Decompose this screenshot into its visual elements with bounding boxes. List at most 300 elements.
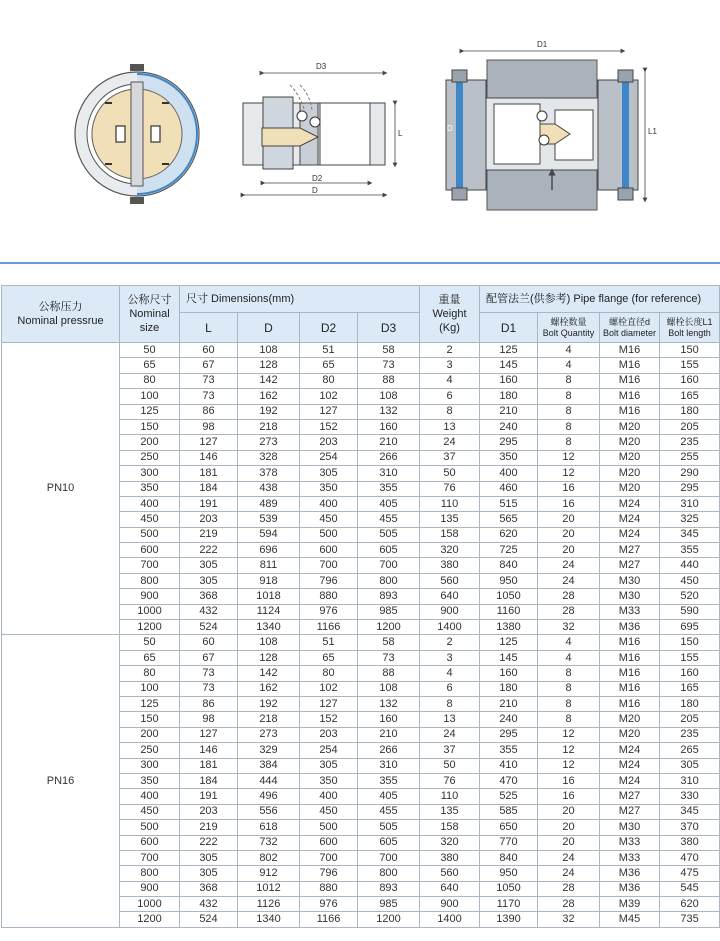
table-cell: M24: [600, 496, 660, 511]
table-cell: 1124: [238, 604, 300, 619]
table-cell: M20: [600, 712, 660, 727]
table-cell: 152: [300, 712, 358, 727]
installation-view-drawing: [446, 40, 657, 210]
table-cell: 132: [358, 696, 420, 711]
table-cell: 976: [300, 897, 358, 912]
table-cell: 165: [660, 681, 720, 696]
table-cell: 600: [120, 543, 180, 558]
table-cell: 235: [660, 435, 720, 450]
header-bolt-quantity-cn: 螺栓数量: [550, 316, 587, 327]
table-cell: 524: [180, 912, 238, 927]
table-cell: 203: [180, 804, 238, 819]
table-cell: 1018: [238, 589, 300, 604]
table-cell: 60: [180, 343, 238, 358]
table-cell: 545: [660, 881, 720, 896]
table-cell: 86: [180, 696, 238, 711]
table-cell: M16: [600, 373, 660, 388]
table-cell: 67: [180, 650, 238, 665]
section-view-drawing: [243, 62, 403, 195]
table-cell: 368: [180, 881, 238, 896]
table-cell: M27: [600, 543, 660, 558]
table-cell: 102: [300, 389, 358, 404]
table-cell: 350: [480, 450, 538, 465]
table-cell: 102: [300, 681, 358, 696]
table-cell: 50: [420, 466, 480, 481]
table-cell: 295: [660, 481, 720, 496]
table-cell: 16: [538, 481, 600, 496]
table-cell: 222: [180, 835, 238, 850]
table-cell: 127: [180, 727, 238, 742]
table-cell: 1400: [420, 912, 480, 927]
table-cell: 88: [358, 666, 420, 681]
table-cell: 455: [358, 512, 420, 527]
table-cell: 1340: [238, 912, 300, 927]
table-cell: 1200: [358, 620, 420, 635]
table-cell: 700: [358, 850, 420, 865]
table-cell: 125: [120, 404, 180, 419]
table-cell: M20: [600, 435, 660, 450]
table-cell: 370: [660, 820, 720, 835]
table-cell: 400: [300, 496, 358, 511]
table-cell: 405: [358, 789, 420, 804]
table-cell: M24: [600, 743, 660, 758]
table-cell: 254: [300, 450, 358, 465]
table-row: [2, 635, 720, 650]
table-cell: 696: [238, 543, 300, 558]
header-nominal-size-cn: 公称尺寸: [127, 294, 172, 306]
table-cell: 345: [660, 804, 720, 819]
table-cell: 3: [420, 650, 480, 665]
table-cell: 620: [480, 527, 538, 542]
table-cell: M20: [600, 466, 660, 481]
table-cell: 800: [120, 866, 180, 881]
table-cell: 590: [660, 604, 720, 619]
table-cell: 76: [420, 481, 480, 496]
table-cell: 88: [358, 373, 420, 388]
table-cell: 125: [480, 343, 538, 358]
table-cell: 524: [180, 620, 238, 635]
table-cell: 86: [180, 404, 238, 419]
table-cell: M36: [600, 866, 660, 881]
table-cell: 1400: [420, 620, 480, 635]
table-cell: 65: [300, 650, 358, 665]
table-cell: 146: [180, 450, 238, 465]
table-cell: 8: [538, 712, 600, 727]
bolt-label-d: D: [447, 124, 453, 133]
table-cell: 73: [358, 358, 420, 373]
table-cell: 219: [180, 820, 238, 835]
header-col-d1: D1: [480, 313, 538, 343]
table-cell: 432: [180, 897, 238, 912]
table-cell: 155: [660, 650, 720, 665]
table-cell: 100: [120, 681, 180, 696]
table-cell: 20: [538, 804, 600, 819]
dim-label-d: D: [312, 186, 318, 195]
table-cell: 150: [120, 712, 180, 727]
header-bolt-length-cn: 螺栓长度L1: [666, 316, 713, 327]
table-cell: 80: [300, 666, 358, 681]
table-cell: 80: [300, 373, 358, 388]
table-cell: 13: [420, 712, 480, 727]
table-cell: 985: [358, 604, 420, 619]
table-cell: 12: [538, 758, 600, 773]
table-cell: 1166: [300, 620, 358, 635]
table-cell: 158: [420, 527, 480, 542]
table-cell: 305: [180, 558, 238, 573]
table-cell: 6: [420, 389, 480, 404]
table-cell: 650: [480, 820, 538, 835]
table-cell: 12: [538, 727, 600, 742]
table-cell: 470: [480, 773, 538, 788]
table-cell: 355: [358, 481, 420, 496]
table-cell: 600: [120, 835, 180, 850]
table-cell: 300: [120, 466, 180, 481]
table-cell: 24: [538, 573, 600, 588]
table-cell: 355: [480, 743, 538, 758]
table-cell: 976: [300, 604, 358, 619]
header-bolt-length: [660, 313, 720, 343]
table-cell: 525: [480, 789, 538, 804]
table-cell: 203: [300, 435, 358, 450]
table-cell: 160: [358, 419, 420, 434]
table-cell: M24: [600, 512, 660, 527]
table-cell: M39: [600, 897, 660, 912]
table-cell: 180: [480, 389, 538, 404]
table-cell: 8: [538, 404, 600, 419]
table-cell: 500: [300, 527, 358, 542]
table-cell: 51: [300, 343, 358, 358]
table-cell: 65: [120, 650, 180, 665]
table-cell: 350: [120, 773, 180, 788]
table-cell: 73: [180, 666, 238, 681]
table-cell: 800: [358, 573, 420, 588]
table-cell: 330: [660, 789, 720, 804]
table-cell: 350: [300, 773, 358, 788]
table-cell: 400: [120, 496, 180, 511]
table-cell: 127: [180, 435, 238, 450]
table-cell: 110: [420, 789, 480, 804]
table-cell: 24: [538, 850, 600, 865]
table-cell: 8: [420, 696, 480, 711]
table-cell: 80: [120, 373, 180, 388]
table-cell: M33: [600, 835, 660, 850]
table-cell: 4: [420, 666, 480, 681]
table-cell: 210: [480, 404, 538, 419]
table-cell: 108: [238, 635, 300, 650]
table-cell: M16: [600, 635, 660, 650]
table-cell: 150: [120, 419, 180, 434]
table-cell: 320: [420, 543, 480, 558]
table-cell: 180: [660, 696, 720, 711]
table-cell: 560: [420, 573, 480, 588]
table-cell: 1050: [480, 589, 538, 604]
table-cell: 32: [538, 912, 600, 927]
table-cell: 305: [180, 850, 238, 865]
table-cell: 200: [120, 727, 180, 742]
table-cell: 600: [300, 835, 358, 850]
technical-drawings: [0, 0, 720, 262]
table-cell: 58: [358, 635, 420, 650]
table-cell: 305: [180, 573, 238, 588]
table-cell: 219: [180, 527, 238, 542]
table-cell: 1380: [480, 620, 538, 635]
table-cell: 60: [180, 635, 238, 650]
table-cell: 450: [120, 512, 180, 527]
table-cell: 191: [180, 496, 238, 511]
table-cell: 100: [120, 389, 180, 404]
header-bolt-diameter-cn: 螺栓直径d: [608, 316, 650, 327]
table-cell: M16: [600, 666, 660, 681]
table-cell: 210: [358, 727, 420, 742]
header-bolt-quantity: [538, 313, 600, 343]
table-cell: 695: [660, 620, 720, 635]
table-cell: 28: [538, 589, 600, 604]
table-cell: 218: [238, 419, 300, 434]
table-cell: 735: [660, 912, 720, 927]
table-cell: 181: [180, 758, 238, 773]
header-col-l: L: [180, 313, 238, 343]
table-cell: 184: [180, 481, 238, 496]
table-cell: 310: [660, 496, 720, 511]
table-cell: 893: [358, 589, 420, 604]
table-cell: 384: [238, 758, 300, 773]
table-cell: M27: [600, 558, 660, 573]
table-cell: 20: [538, 527, 600, 542]
table-cell: 440: [660, 558, 720, 573]
table-cell: 1166: [300, 912, 358, 927]
table-cell: 8: [538, 666, 600, 681]
table-cell: 350: [120, 481, 180, 496]
table-cell: 455: [358, 804, 420, 819]
table-cell: 880: [300, 589, 358, 604]
table-cell: 1160: [480, 604, 538, 619]
table-cell: M30: [600, 820, 660, 835]
header-nominal-pressure-en: Nominal pressrue: [17, 315, 104, 327]
table-cell: M33: [600, 850, 660, 865]
spec-table: [1, 285, 720, 928]
table-cell: 500: [120, 527, 180, 542]
table-cell: 585: [480, 804, 538, 819]
header-weight-en: Weight: [432, 308, 467, 320]
table-cell: 500: [120, 820, 180, 835]
table-cell: 203: [300, 727, 358, 742]
table-cell: 150: [660, 635, 720, 650]
table-cell: 489: [238, 496, 300, 511]
table-cell: 135: [420, 804, 480, 819]
table-cell: 950: [480, 573, 538, 588]
table-cell: 146: [180, 743, 238, 758]
table-cell: 150: [660, 343, 720, 358]
table-cell: M27: [600, 804, 660, 819]
table-cell: 50: [120, 635, 180, 650]
table-cell: 16: [538, 789, 600, 804]
table-cell: 192: [238, 404, 300, 419]
table-cell: 368: [180, 589, 238, 604]
table-cell: 305: [300, 466, 358, 481]
table-cell: 184: [180, 773, 238, 788]
table-cell: 158: [420, 820, 480, 835]
table-cell: 796: [300, 866, 358, 881]
table-cell: 160: [660, 666, 720, 681]
table-cell: 65: [120, 358, 180, 373]
table-cell: 16: [538, 773, 600, 788]
table-cell: 128: [238, 358, 300, 373]
table-body: [2, 343, 720, 928]
table-cell: 450: [660, 573, 720, 588]
table-cell: 254: [300, 743, 358, 758]
table-cell: 400: [480, 466, 538, 481]
table-cell: M27: [600, 789, 660, 804]
table-cell: 160: [480, 666, 538, 681]
table-cell: 155: [660, 358, 720, 373]
table-cell: 432: [180, 604, 238, 619]
table-cell: 640: [420, 589, 480, 604]
table-cell: 125: [120, 696, 180, 711]
table-cell: 32: [538, 620, 600, 635]
table-cell: 28: [538, 881, 600, 896]
table-cell: 329: [238, 743, 300, 758]
table-cell: M45: [600, 912, 660, 927]
table-cell: M36: [600, 620, 660, 635]
table-cell: M20: [600, 450, 660, 465]
table-cell: 400: [120, 789, 180, 804]
table-cell: 4: [538, 635, 600, 650]
table-cell: 50: [420, 758, 480, 773]
table-cell: 410: [480, 758, 538, 773]
table-cell: 900: [120, 589, 180, 604]
table-cell: M30: [600, 573, 660, 588]
pressure-group-label: PN10: [2, 343, 120, 635]
table-cell: 380: [660, 835, 720, 850]
header-col-d3: D3: [358, 313, 420, 343]
table-cell: 811: [238, 558, 300, 573]
dim-label-d3: D3: [316, 62, 327, 71]
table-cell: 893: [358, 881, 420, 896]
table-cell: 165: [660, 389, 720, 404]
table-cell: 181: [180, 466, 238, 481]
header-col-d: D: [238, 313, 300, 343]
table-cell: 380: [420, 558, 480, 573]
table-cell: 1200: [120, 912, 180, 927]
table-cell: 700: [358, 558, 420, 573]
table-cell: 162: [238, 389, 300, 404]
header-nominal-size: [120, 286, 180, 343]
header-bolt-diameter: [600, 313, 660, 343]
table-cell: M20: [600, 481, 660, 496]
table-cell: 600: [300, 543, 358, 558]
header-bolt-length-en: Bolt length: [668, 327, 711, 338]
table-cell: 273: [238, 727, 300, 742]
table-cell: 240: [480, 419, 538, 434]
table-cell: 125: [480, 635, 538, 650]
table-cell: 8: [538, 389, 600, 404]
dim-label-d2: D2: [312, 174, 323, 183]
header-nominal-pressure: [2, 286, 120, 343]
table-cell: 12: [538, 743, 600, 758]
table-cell: 127: [300, 404, 358, 419]
table-cell: 255: [660, 450, 720, 465]
table-cell: 160: [480, 373, 538, 388]
table-cell: 24: [538, 558, 600, 573]
table-cell: 142: [238, 666, 300, 681]
table-cell: 265: [660, 743, 720, 758]
table-cell: 210: [480, 696, 538, 711]
table-cell: 700: [300, 558, 358, 573]
table-cell: 1050: [480, 881, 538, 896]
table-cell: 1126: [238, 897, 300, 912]
table-cell: 594: [238, 527, 300, 542]
table-cell: 1170: [480, 897, 538, 912]
table-cell: 700: [120, 850, 180, 865]
table-cell: 438: [238, 481, 300, 496]
table-cell: 700: [300, 850, 358, 865]
table-cell: 912: [238, 866, 300, 881]
header-col-d2: D2: [300, 313, 358, 343]
table-cell: 800: [120, 573, 180, 588]
table-cell: 350: [300, 481, 358, 496]
table-cell: 28: [538, 604, 600, 619]
table-cell: 310: [358, 466, 420, 481]
table-cell: M16: [600, 404, 660, 419]
table-cell: 8: [538, 435, 600, 450]
table-cell: 515: [480, 496, 538, 511]
table-cell: 160: [358, 712, 420, 727]
table-cell: 380: [420, 850, 480, 865]
table-cell: 80: [120, 666, 180, 681]
table-cell: 985: [358, 897, 420, 912]
table-cell: 310: [660, 773, 720, 788]
table-cell: 378: [238, 466, 300, 481]
table-cell: 37: [420, 743, 480, 758]
table-cell: 1340: [238, 620, 300, 635]
table-cell: 4: [420, 373, 480, 388]
table-cell: 305: [660, 758, 720, 773]
table-cell: 900: [420, 897, 480, 912]
dim-label-l1: L1: [648, 127, 657, 136]
table-cell: 295: [480, 435, 538, 450]
table-cell: 132: [358, 404, 420, 419]
table-cell: 1000: [120, 604, 180, 619]
table-cell: 127: [300, 696, 358, 711]
table-cell: 725: [480, 543, 538, 558]
header-pipe-flange: 配管法兰(供参考) Pipe flange (for reference): [480, 286, 720, 313]
table-cell: 450: [120, 804, 180, 819]
table-cell: 98: [180, 419, 238, 434]
table-cell: 460: [480, 481, 538, 496]
table-cell: M24: [600, 527, 660, 542]
table-cell: 4: [538, 343, 600, 358]
table-cell: 20: [538, 543, 600, 558]
table-cell: 180: [660, 404, 720, 419]
table-cell: 145: [480, 650, 538, 665]
table-cell: 73: [180, 389, 238, 404]
table-cell: M16: [600, 389, 660, 404]
table-cell: 400: [300, 789, 358, 804]
table-cell: 191: [180, 789, 238, 804]
table-cell: 1390: [480, 912, 538, 927]
table-cell: 505: [358, 527, 420, 542]
table-cell: 73: [180, 373, 238, 388]
table-cell: 73: [358, 650, 420, 665]
table-cell: 110: [420, 496, 480, 511]
section-divider: [0, 262, 720, 264]
table-cell: 250: [120, 743, 180, 758]
table-cell: 28: [538, 897, 600, 912]
table-cell: 12: [538, 466, 600, 481]
table-cell: 108: [358, 389, 420, 404]
table-cell: 51: [300, 635, 358, 650]
table-cell: 2: [420, 343, 480, 358]
